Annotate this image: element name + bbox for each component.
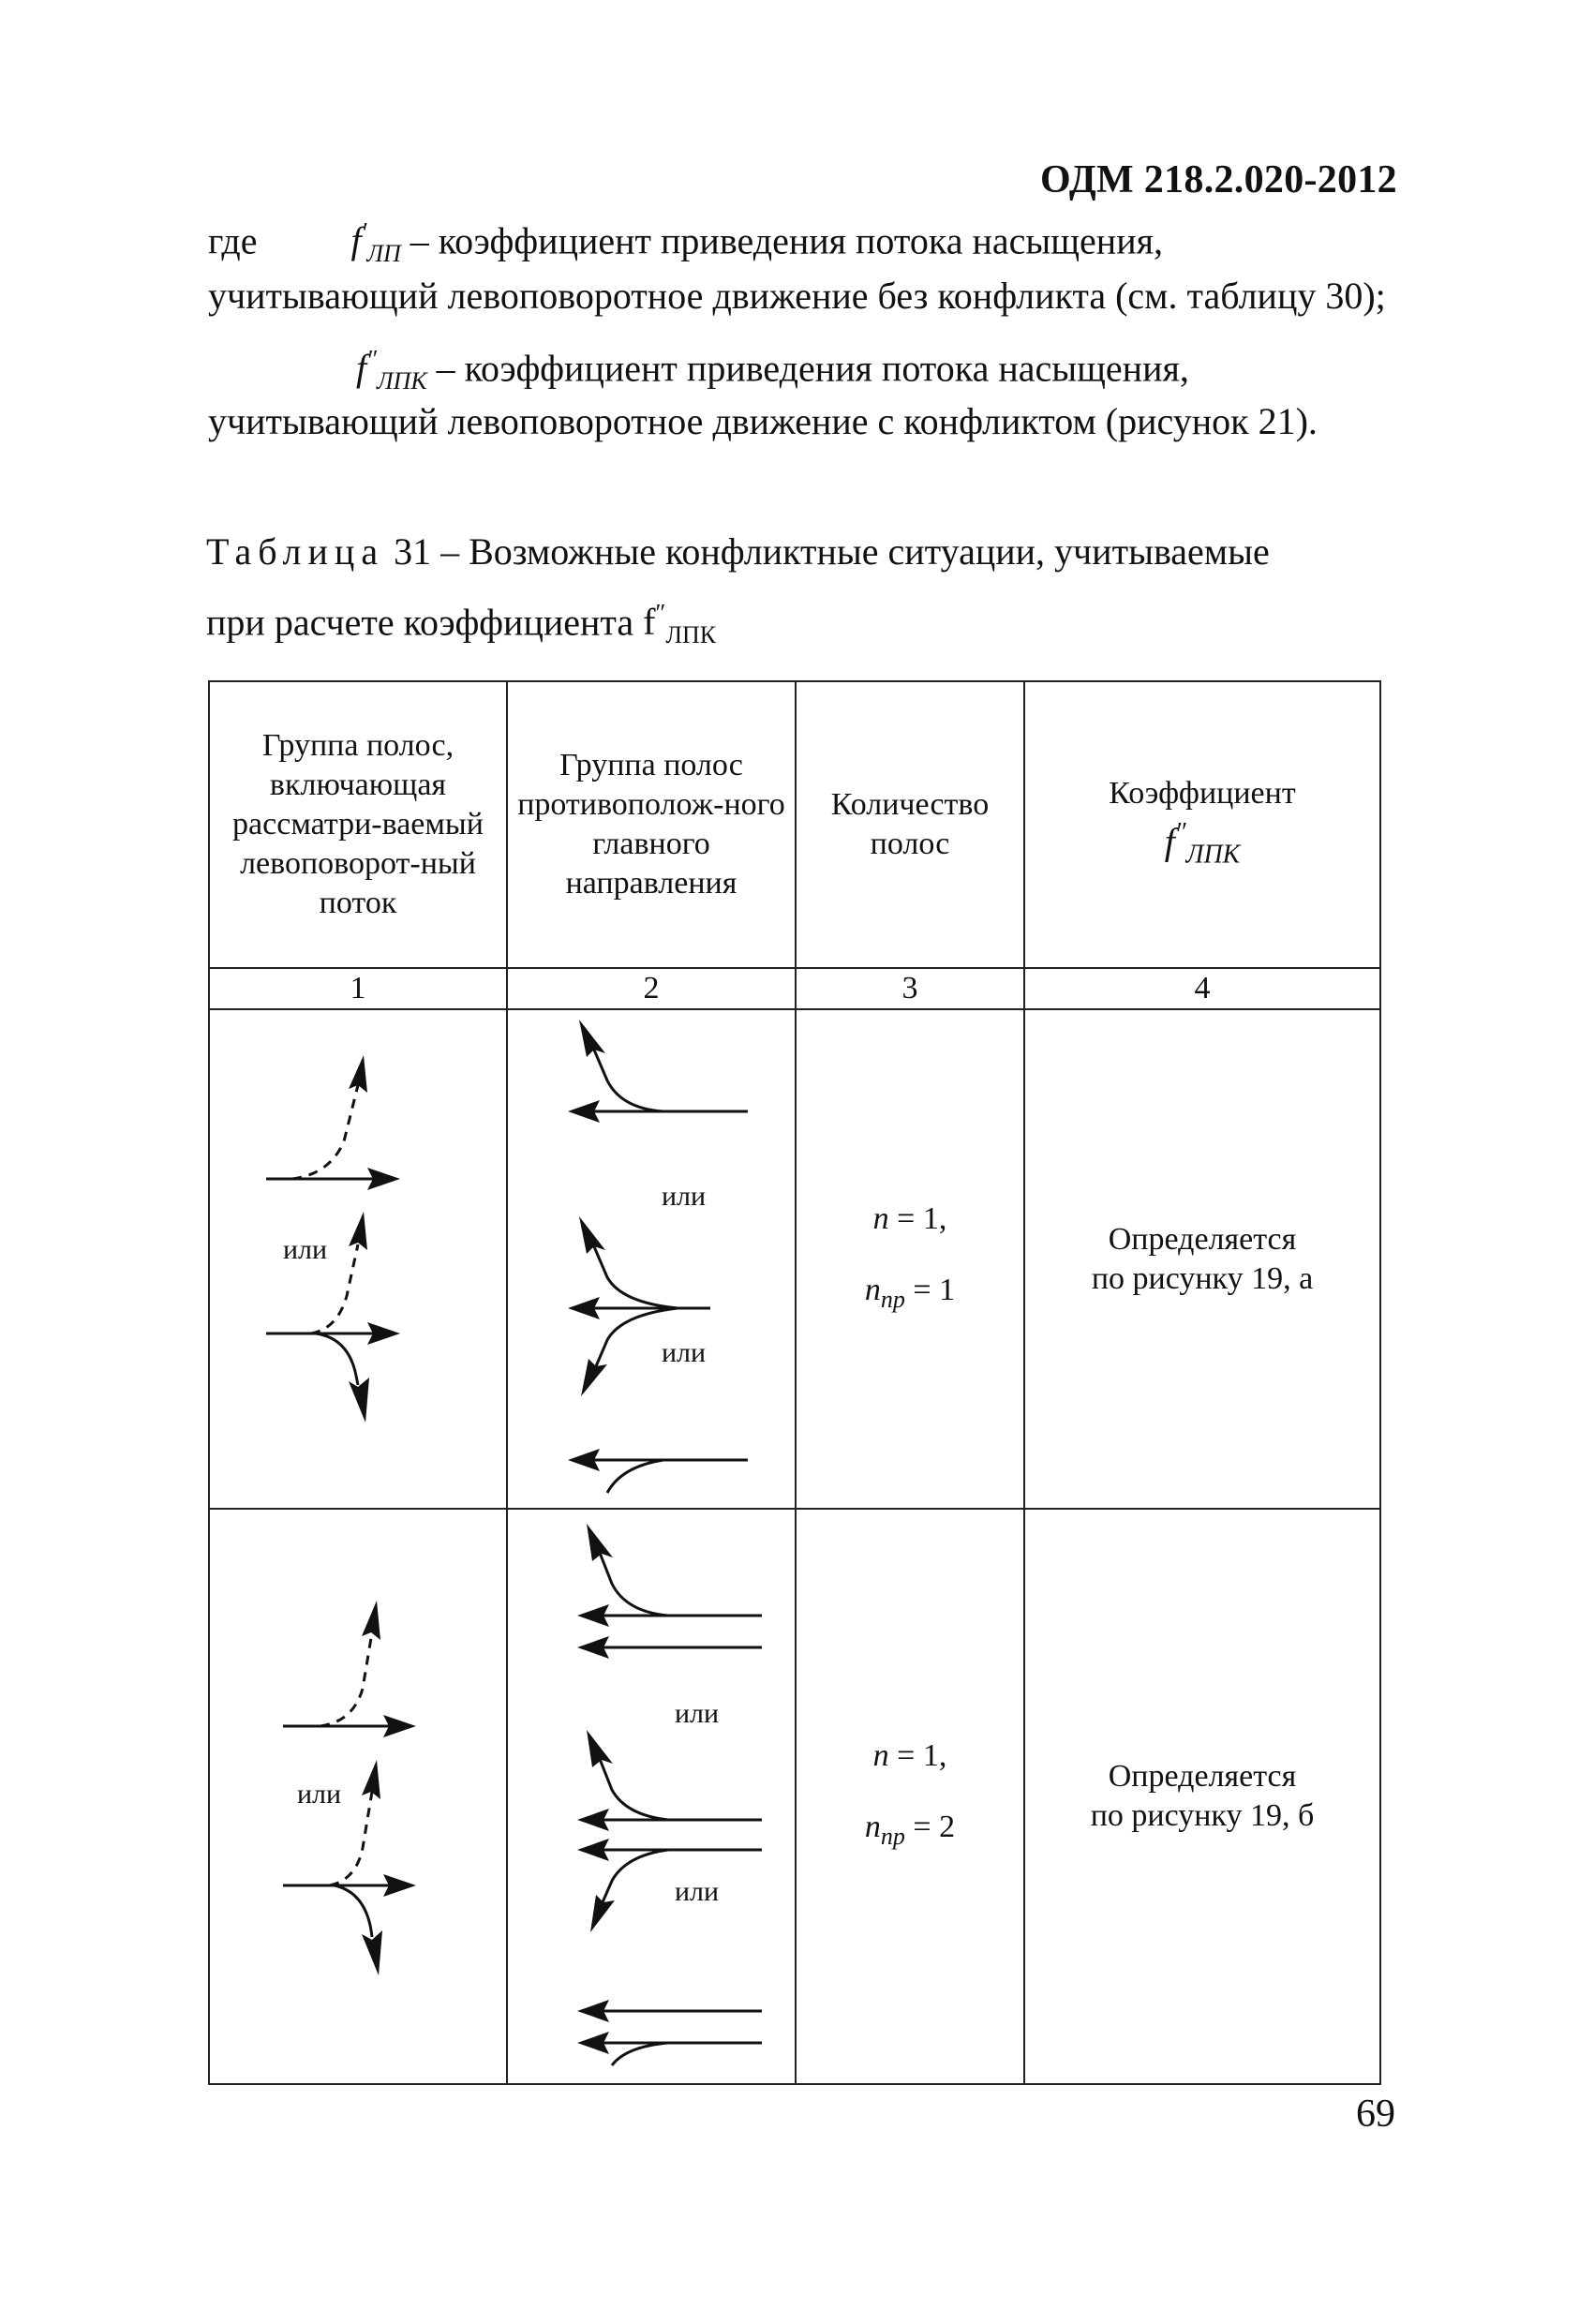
header-col3: Количество полос bbox=[796, 681, 1024, 968]
header-col2: Группа полос противополож-ного главного направления bbox=[507, 681, 796, 968]
or-label: или bbox=[283, 1234, 328, 1265]
npr-value: $n_{пр} = 2$ bbox=[864, 1810, 956, 1850]
or-label: или bbox=[662, 1337, 707, 1368]
arrowhead-icon bbox=[579, 1020, 605, 1057]
right-turn-curve bbox=[316, 1333, 358, 1385]
left-turn-diagram-cell bbox=[209, 1009, 507, 1509]
table-header-row bbox=[209, 681, 1380, 968]
dashed-left-turn bbox=[292, 1085, 358, 1179]
table-row bbox=[209, 1009, 1380, 1509]
or-label: или bbox=[662, 1181, 707, 1212]
column-number-row bbox=[209, 968, 1380, 1009]
opposite-flow-diagram bbox=[514, 1010, 795, 1497]
left-turn-diagram-cell bbox=[209, 1509, 507, 2084]
opposite-two-lane-three-way bbox=[577, 1730, 762, 1932]
table-number: 31 bbox=[394, 530, 432, 573]
left-turn-flow-diagram bbox=[217, 1010, 499, 1497]
definition-f-lp-text1: – коэффициент приведения потока насыщения, bbox=[410, 219, 1163, 262]
table-caption-text1: – Возможные конфликтные ситуации, учитываемые bbox=[431, 530, 1270, 573]
header-col1: Группа полос, включающая рассматри-ваемый левоповорот-ный поток bbox=[209, 681, 507, 968]
coefficient-cell bbox=[1024, 1009, 1380, 1509]
opposite-flow-diagram bbox=[514, 1511, 795, 2073]
conflict-table bbox=[208, 680, 1381, 2085]
arrow-group-through-left bbox=[266, 1055, 400, 1190]
column-number: 4 bbox=[1024, 968, 1380, 1009]
coefficient-cell bbox=[1024, 1509, 1380, 2084]
opposite-three-way bbox=[568, 1216, 710, 1396]
arrowhead-icon bbox=[362, 1601, 380, 1640]
arrowhead-icon bbox=[581, 1359, 607, 1396]
opposite-through-left bbox=[568, 1020, 748, 1123]
coefficient-line1: Определяется bbox=[1108, 1759, 1297, 1794]
opposite-two-lane-left bbox=[577, 1524, 762, 1659]
table-label: Таблица bbox=[206, 530, 385, 573]
arrowhead-icon bbox=[362, 1930, 382, 1975]
header-col4-symbol: $f''_{ЛПК}$ bbox=[1164, 818, 1241, 870]
n-value: n = 1, bbox=[872, 1200, 947, 1236]
header-col4-text: Коэффициент bbox=[1109, 776, 1296, 812]
table-caption-text2: при расчете коэффициента bbox=[206, 601, 644, 644]
or-label: или bbox=[675, 1875, 720, 1907]
coefficient-line1: Определяется bbox=[1108, 1221, 1297, 1257]
symbol-f-lpk: $f''_{ЛПК}$ bbox=[356, 346, 427, 395]
coefficient-line2: по рисунку 19, а bbox=[1091, 1260, 1314, 1296]
arrowhead-icon bbox=[579, 1216, 605, 1254]
header-col4 bbox=[1024, 681, 1380, 968]
table-row bbox=[209, 1509, 1380, 2084]
table-caption bbox=[206, 521, 1270, 666]
page-number: 69 bbox=[1356, 2093, 1395, 2136]
arrowhead-icon bbox=[349, 1212, 367, 1250]
opposite-flow-diagram-cell bbox=[507, 1009, 796, 1509]
column-number: 1 bbox=[209, 968, 507, 1009]
lane-count-cell bbox=[796, 1509, 1024, 2084]
definition-f-lp-text2: учитывающий левоповоротное движение без конфликта (см. таблицу 30); bbox=[208, 275, 1386, 317]
document-code: ОДМ 218.2.020-2012 bbox=[1039, 158, 1397, 201]
symbol-f-lp: $f'_{ЛП}$ bbox=[350, 218, 401, 268]
arrow-group-through-left bbox=[283, 1601, 416, 1737]
left-turn-flow-diagram bbox=[217, 1511, 499, 2073]
opposite-two-lane-right bbox=[577, 2000, 762, 2065]
column-number: 3 bbox=[796, 968, 1024, 1009]
opposite-flow-diagram-cell bbox=[507, 1509, 796, 2084]
n-value: n = 1, bbox=[872, 1738, 947, 1774]
coefficient-line2: по рисунку 19, б bbox=[1090, 1798, 1315, 1833]
npr-value: $n_{пр} = 1$ bbox=[864, 1272, 956, 1313]
where-word: где bbox=[208, 219, 258, 262]
opposite-through-right bbox=[568, 1449, 748, 1493]
lane-count-cell bbox=[796, 1009, 1024, 1509]
column-number: 2 bbox=[507, 968, 796, 1009]
or-label: или bbox=[297, 1778, 342, 1810]
definition-f-lpk-text1: – коэффициент приведения потока насыщения, bbox=[436, 347, 1189, 390]
or-label: или bbox=[675, 1697, 720, 1729]
caption-symbol: $f''_{ЛПК}$ bbox=[643, 600, 717, 649]
definition-f-lpk-text2: учитывающий левоповоротное движение с конфликтом (рисунок 21). bbox=[208, 400, 1318, 442]
